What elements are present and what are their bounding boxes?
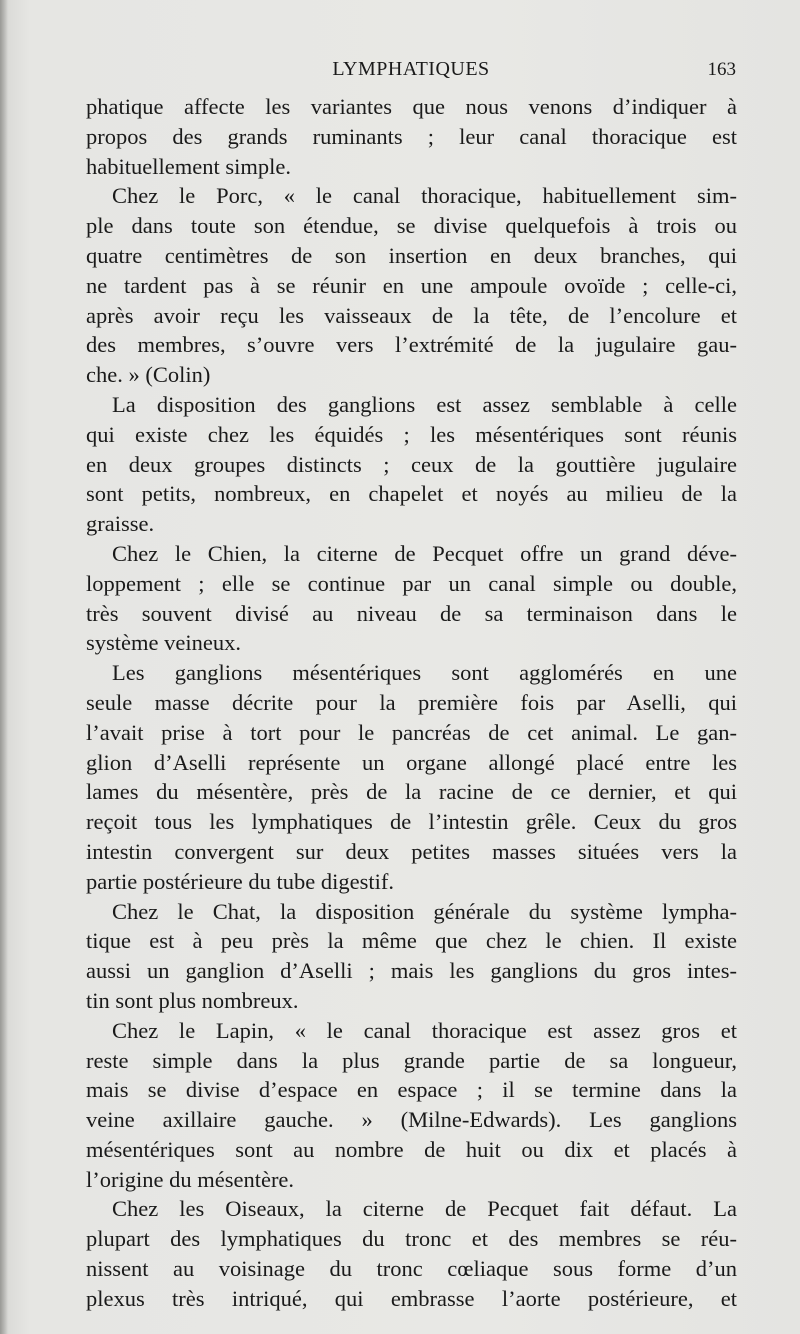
paragraph xyxy=(86,1194,737,1313)
text-line: Chez le Lapin, « le canal thoracique est assez gros et xyxy=(112,1017,737,1043)
paragraph xyxy=(86,390,737,539)
text-line: plexus très intriqué, qui embrasse l’aorte postérieure, et xyxy=(86,1285,737,1311)
text-line: Les ganglions mésentériques sont agglomérés en une xyxy=(112,660,737,686)
text-line: quatre centimètres de son insertion en deux branches, qui xyxy=(86,242,737,268)
text-line: l’avait prise à tort pour le pancréas de cet animal. Le gan- xyxy=(86,719,737,745)
text-line: La disposition des ganglions est assez semblable à celle xyxy=(112,391,737,417)
text-line: plupart des lymphatiques du tronc et des membres se réu- xyxy=(86,1226,737,1252)
text-line: ne tardent pas à se réunir en une ampoule ovoïde ; celle-ci, xyxy=(86,272,737,298)
text-line: veine axillaire gauche. » (Milne-Edwards). Les ganglions xyxy=(86,1107,737,1133)
text-line: mais se divise d’espace en espace ; il se termine dans la xyxy=(86,1077,737,1103)
text-line: seule masse décrite pour la première fois par Aselli, qui xyxy=(86,689,737,715)
text-line: nissent au voisinage du tronc cœliaque sous forme d’un xyxy=(86,1256,737,1282)
text-line: propos des grands ruminants ; leur canal thoracique est xyxy=(86,123,737,149)
running-title: LYMPHATIQUES xyxy=(332,58,490,80)
text-line: Chez le Chat, la disposition générale du système lympha- xyxy=(112,898,737,924)
paragraph xyxy=(86,92,737,181)
text-line: mésentériques sont au nombre de huit ou dix et placés à xyxy=(86,1136,737,1162)
text-line: Chez le Porc, « le canal thoracique, habituellement sim- xyxy=(112,183,737,209)
paragraph xyxy=(86,539,737,658)
text-line: système veineux. xyxy=(86,630,241,656)
text-line: glion d’Aselli représente un organe allongé placé entre les xyxy=(86,749,737,775)
text-line: des membres, s’ouvre vers l’extrémité de la jugulaire gau- xyxy=(86,332,737,358)
text-line: Chez le Chien, la citerne de Pecquet offre un grand déve- xyxy=(112,540,737,566)
text-line: partie postérieure du tube digestif. xyxy=(86,868,395,894)
text-line: en deux groupes distincts ; ceux de la gouttière jugulaire xyxy=(86,451,737,477)
text-line: tique est à peu près la même que chez le chien. Il existe xyxy=(86,928,737,954)
paragraph xyxy=(86,181,737,390)
text-line: che. » (Colin) xyxy=(86,362,211,388)
text-line: lames du mésentère, près de la racine de ce dernier, et qui xyxy=(86,779,737,805)
text-line: graisse. xyxy=(86,511,155,537)
text-line: l’origine du mésentère. xyxy=(86,1166,295,1192)
text-line: aussi un ganglion d’Aselli ; mais les ganglions du gros intes- xyxy=(86,958,737,984)
text-line: reçoit tous les lymphatiques de l’intestin grêle. Ceux du gros xyxy=(86,809,737,835)
paragraph xyxy=(86,1016,737,1195)
body-text xyxy=(86,92,737,1314)
text-line: intestin convergent sur deux petites masses situées vers la xyxy=(86,838,737,864)
paragraph xyxy=(86,897,737,1016)
paragraph xyxy=(86,658,737,896)
text-line: sont petits, nombreux, en chapelet et noyés au milieu de la xyxy=(86,481,737,507)
text-line: après avoir reçu les vaisseaux de la tête, de l’encolure et xyxy=(86,302,737,328)
text-line: ple dans toute son étendue, se divise quelquefois à trois ou xyxy=(86,213,737,239)
text-line: Chez les Oiseaux, la citerne de Pecquet fait défaut. La xyxy=(112,1196,737,1222)
text-line: loppement ; elle se continue par un canal simple ou double, xyxy=(86,570,737,596)
running-header xyxy=(86,58,736,86)
text-line: très souvent divisé au niveau de sa terminaison dans le xyxy=(86,600,737,626)
page-number: 163 xyxy=(707,59,736,80)
text-line: reste simple dans la plus grande partie de sa longueur, xyxy=(86,1047,737,1073)
text-line: qui existe chez les équidés ; les mésentériques sont réunis xyxy=(86,421,737,447)
text-line: tin sont plus nombreux. xyxy=(86,987,299,1013)
text-line: habituellement simple. xyxy=(86,153,291,179)
page-edge-shadow xyxy=(0,0,8,1334)
text-line: phatique affecte les variantes que nous venons d’indiquer à xyxy=(86,94,737,119)
